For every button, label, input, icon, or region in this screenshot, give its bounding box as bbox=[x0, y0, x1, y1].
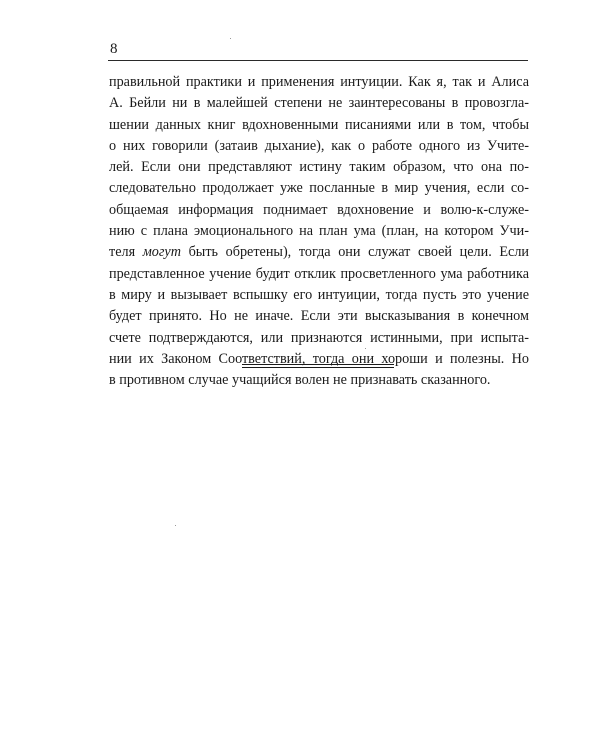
text-line: будет принято. Но не иначе. Если эти высказывания в конечном bbox=[109, 308, 529, 325]
header-rule bbox=[108, 60, 528, 61]
scan-speck bbox=[365, 348, 366, 349]
text-line: шении данных книг вдохновенными писаниями или в том, чтобы bbox=[109, 116, 529, 133]
text-line bbox=[109, 242, 529, 263]
scan-speck bbox=[230, 38, 231, 39]
text-line: счете подтверждаются, или признаются истинными, при испыта- bbox=[109, 329, 529, 346]
scan-speck bbox=[175, 525, 176, 526]
text-line: о них говорили (затаив дыхание), как о работе одного из Учите- bbox=[109, 137, 529, 154]
page-number: 8 bbox=[110, 41, 118, 57]
text-line: в миру и вызывает вспышку его интуиции, тогда пусть это учение bbox=[109, 286, 529, 303]
text-line: общаемая информация поднимает вдохновение и волю-к-служе- bbox=[109, 201, 529, 218]
text-line: следовательно продолжает уже посланные в мир учения, если со- bbox=[109, 180, 529, 197]
text-segment: теля bbox=[109, 244, 143, 261]
text-line: нию с плана эмоционального на план ума (план, на котором Учи- bbox=[109, 223, 529, 240]
text-line: нии их Законом Соответствий, тогда они хороши и полезны. Но bbox=[109, 350, 529, 367]
body-paragraph bbox=[109, 72, 529, 391]
text-line: правильной практики и применения интуиции. Как я, так и Алиса bbox=[109, 74, 529, 90]
text-line: представленное учение будит отклик просветленного ума работника bbox=[109, 265, 529, 282]
text-line: в противном случае учащийся волен не признавать сказанного. bbox=[109, 372, 491, 389]
text-segment: быть обретены), тогда они служат своей цели. Если bbox=[180, 244, 530, 261]
text-line: А. Бейли ни в малейшей степени не заинтересованы в провозгла- bbox=[109, 95, 529, 112]
end-of-section-rule bbox=[242, 364, 394, 368]
text-line: лей. Если они представляют истину таким образом, что она по- bbox=[109, 159, 529, 176]
italic-word: могут bbox=[142, 244, 181, 261]
